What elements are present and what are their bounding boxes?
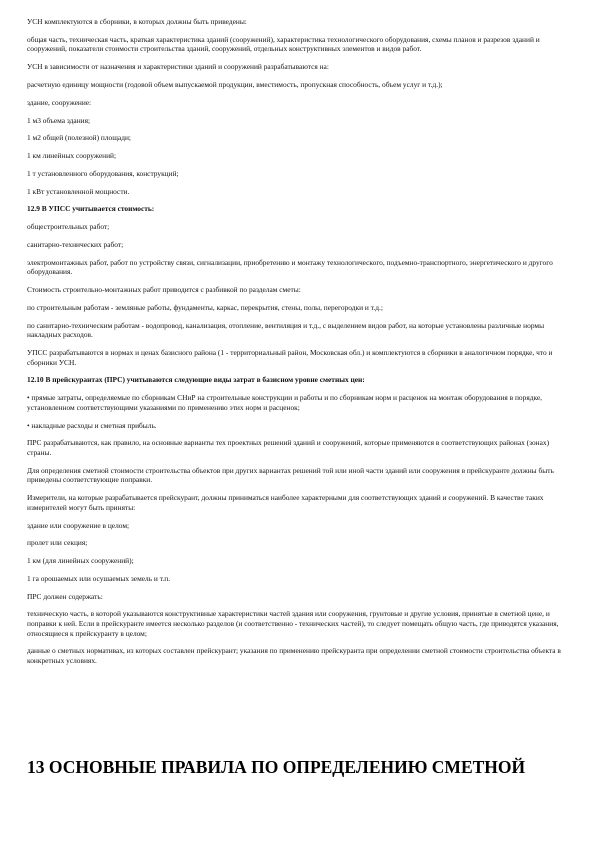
paragraph: УПСС разрабатываются в нормах и ценах базисного района (1 - территориальный район, Московская обл.) и комплектуются в сборники в аналогичном порядке, что и сборники УСН. [27, 348, 553, 367]
list-item: пролет или секция; [27, 538, 88, 548]
paragraph: Для определения сметной стоимости строительства объектов при других вариантах решений той или иной части зданий или сооружения в прейскуранте должны быть приведены соответствующие поправки. [27, 465, 554, 485]
section-12-9-title: 12.9 В УПСС учитывается стоимость: [27, 204, 155, 214]
section-12-10-title: 12.10 В прейскурантах (ПРС) учитываются следующие виды затрат в базисном уровне сметных цен: [27, 375, 365, 385]
paragraph: ПРС должен содержать: [27, 591, 103, 601]
paragraph: Стоимость строительно-монтажных работ приводится с разбивкой по разделам сметы: [27, 285, 301, 295]
paragraph: техническую часть, в которой указываются конструктивные характеристики частей здания или сооружения, грунтовые и другие условия, принятые в сметной цене, и поправки к ней. Если в прейскуранте имеется несколько разделов (и соответственно - технических частей), то следует помещать общую часть, где приводятся указания, относящиеся к прейскуранту в целом; [27, 609, 559, 638]
paragraph: УСН в зависимости от назначения и характеристики зданий и сооружений разрабатываются на: [27, 62, 329, 72]
list-item: санитарно-технических работ; [27, 239, 124, 249]
list-item: 1 га орошаемых или осушаемых земель и т.п. [27, 573, 171, 583]
bullet-item: • прямые затраты, определяемые по сборникам СНиР на строительные конструкции и работы и по сборникам норм и расценок на монтаж оборудования в порядке, установленном соответствующими указаниями по применению этих норм и расценок; [27, 393, 543, 412]
list-item: 1 км линейных сооружений; [27, 151, 117, 161]
list-item: 1 кВт установленной мощности. [27, 186, 130, 196]
list-item: 1 м2 общей (полезной) площади; [27, 133, 131, 143]
bullet-item: • накладные расходы и сметная прибыль. [27, 420, 157, 430]
paragraph: общая часть, техническая часть, краткая характеристика зданий (сооружений), характеристика технологического оборудования, схемы планов и разрезов зданий и сооружений, показатели стоимости строительства зданий, сооружений, отдельных конструктивных элементов и видов работ. [27, 34, 540, 54]
paragraph: электромонтажных работ, работ по устройству связи, сигнализации, приобретению и монтажу технологического, подъемно-транспортного, энергетического и другого оборудования. [27, 257, 553, 277]
list-item: общестроительных работ; [27, 222, 110, 232]
paragraph: по строительным работам - земляные работы, фундаменты, каркас, перекрытия, стены, полы, перегородки и т.д.; [27, 302, 383, 312]
list-item: 1 м3 объема здания; [27, 115, 91, 125]
paragraph: по санитарно-техническим работам - водопровод, канализация, отопление, вентиляция и т.д., с выделением видов работ, на которые установлены различные нормы накладных расходов. [27, 320, 545, 340]
list-item: 1 т установленного оборудования, конструкций; [27, 168, 179, 178]
paragraph: УСН комплектуются в сборники, в которых должны быть приведены: [27, 17, 247, 26]
paragraph: Измерители, на которые разрабатывается прейскурант, должны приниматься наиболее характерными для соответствующих зданий и сооружений. В качестве таких измерителей могут быть приняты: [27, 493, 544, 512]
paragraph: расчетную единицу мощности (годовой объем выпускаемой продукции, вместимость, пропускная способность, объем услуг и т.д.); [27, 79, 443, 89]
paragraph: данные о сметных нормативах, из которых составлен прейскурант; указания по применению прейскуранта при определении сметной стоимости строительства объекта в конкретных условиях. [27, 646, 561, 665]
list-item: 1 км (для линейных сооружений); [27, 556, 134, 566]
paragraph: ПРС разрабатываются, как правило, на основные варианты тех проектных решений зданий и сооружений, которые применяются в соответствующих районах (зонах) страны. [27, 438, 550, 457]
document-body [27, 17, 575, 674]
paragraph: здание, сооружение: [27, 97, 92, 107]
list-item: здание или сооружение в целом; [27, 520, 130, 530]
section-13-heading: 13 ОСНОВНЫЕ ПРАВИЛА ПО ОПРЕДЕЛЕНИЮ СМЕТНОЙ [27, 757, 526, 777]
